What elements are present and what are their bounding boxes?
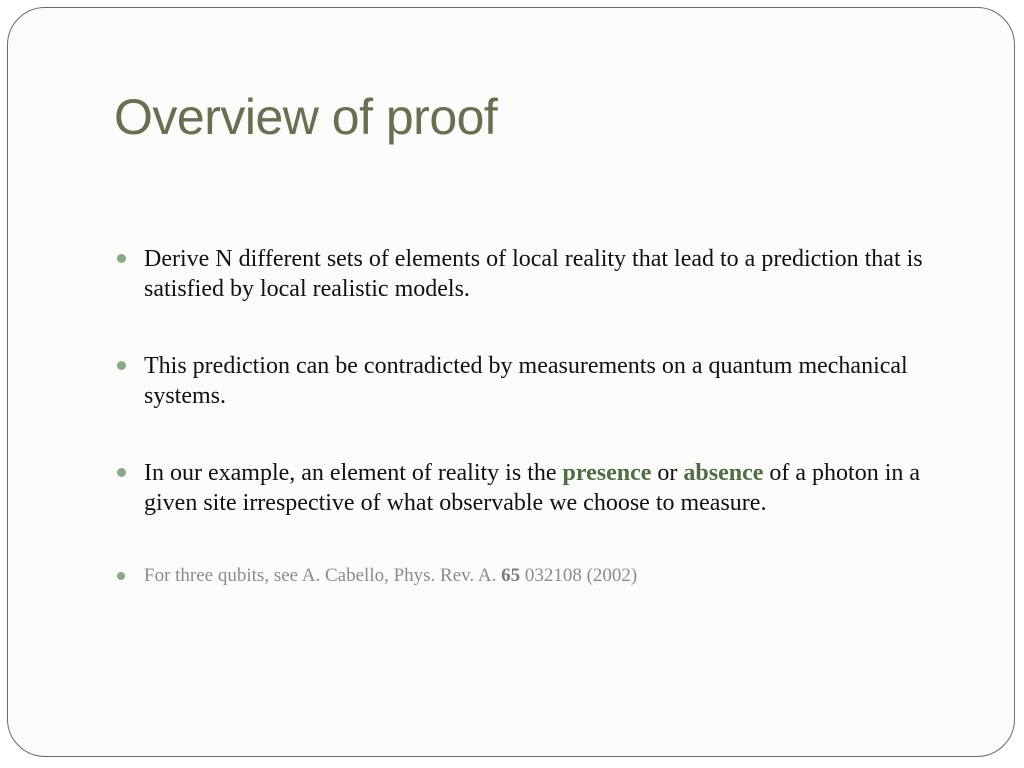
- highlight-presence: presence: [562, 460, 652, 486]
- bullet-item: [115, 458, 965, 518]
- bullet-text-middle: or: [651, 460, 684, 486]
- slide: [7, 7, 1015, 757]
- reference-text-end: 032108 (2002): [520, 565, 638, 586]
- bullet-text: Derive N different sets of elements of local reality that lead to a prediction that is satisfied by local realistic models.: [144, 246, 923, 302]
- slide-title: Overview of proof: [114, 89, 498, 145]
- bullet-dot-icon: [117, 254, 126, 263]
- reference-item: [115, 564, 965, 588]
- bullet-dot-icon: [117, 572, 125, 580]
- bullet-item: [115, 351, 965, 411]
- bullet-dot-icon: [117, 361, 126, 370]
- bullet-item: [115, 244, 965, 304]
- bullet-text-start: In our example, an element of reality is the: [144, 460, 563, 486]
- highlight-absence: absence: [683, 460, 764, 486]
- reference-text-start: For three qubits, see A. Cabello, Phys. Rev. A.: [144, 565, 502, 586]
- reference-volume: 65: [501, 565, 521, 586]
- bullet-list: [115, 244, 965, 588]
- bullet-text-end: of a photon in a given site irrespective of what observable we choose to measure.: [144, 460, 921, 516]
- bullet-text: This prediction can be contradicted by measurements on a quantum mechanical systems.: [144, 353, 908, 409]
- bullet-dot-icon: [117, 468, 126, 477]
